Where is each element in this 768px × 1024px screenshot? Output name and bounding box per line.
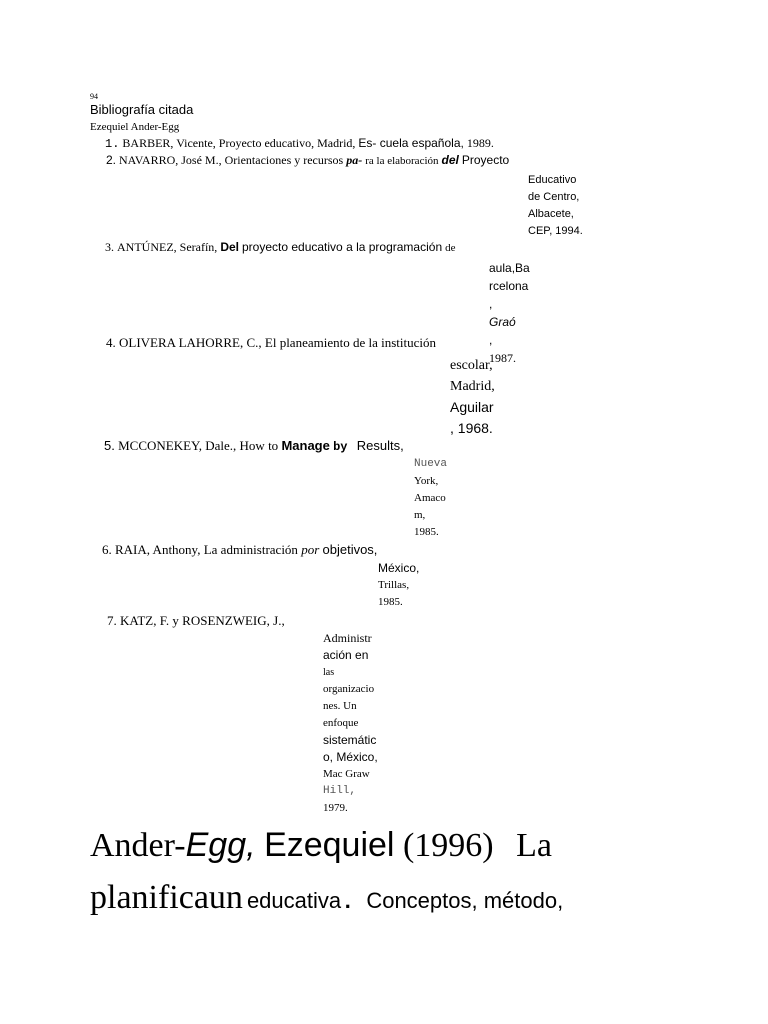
page-number: 94 (90, 92, 98, 101)
reference-2 (106, 153, 509, 168)
reference-text: Proyecto (461, 153, 510, 167)
reference-text: OLIVERA LAHORRE, C., El planeamiento de la institución (119, 335, 437, 350)
reference-7 (107, 613, 285, 629)
footer-text: planificaun (90, 879, 243, 916)
reference-line: organizacio (323, 683, 375, 695)
reference-number: 5. (104, 438, 115, 453)
footer-line-1 (90, 823, 552, 868)
reference-line: 1985. (378, 596, 403, 608)
reference-number: 2. (106, 153, 117, 167)
reference-line: Aguilar (450, 399, 494, 415)
reference-text: objetivos, (322, 542, 378, 557)
footer-text: Egg, (185, 826, 256, 864)
reference-line: Albacete, (528, 208, 574, 220)
reference-text: Results, (356, 438, 404, 453)
reference-line: CEP, 1994. (528, 225, 583, 237)
reference-line: o, México, (323, 750, 378, 764)
reference-number: 6. (102, 542, 112, 557)
reference-text: ra la elaboración (365, 155, 439, 167)
reference-text: NAVARRO, José M., Orientaciones y recursos (119, 153, 344, 167)
publisher: Graó (489, 315, 516, 329)
footer-text: Ander- (90, 827, 186, 864)
footer-text: Ezequiel (264, 826, 395, 864)
footer-text: La (516, 827, 552, 864)
reference-line: York, (414, 475, 439, 487)
reference-line: de Centro, (528, 191, 580, 203)
reference-text: MCCONEKEY, Dale., How to (118, 438, 279, 453)
reference-line: las (323, 667, 335, 678)
reference-line: escolar, (450, 358, 493, 373)
reference-line: Nueva (414, 458, 448, 470)
reference-line: México, (378, 561, 420, 575)
reference-text: por (301, 542, 320, 557)
reference-line: rcelona (489, 279, 529, 293)
reference-line: Trillas, (378, 579, 410, 591)
reference-text: BARBER, Vicente, Proyecto educativo, Madrid, (122, 136, 356, 150)
reference-1 (105, 136, 494, 151)
reference-text: Es- cuela española, (358, 136, 464, 150)
footer-year: (1996) (402, 827, 494, 864)
reference-text: del (441, 153, 459, 167)
author-line: Ezequiel Ander-Egg (90, 121, 180, 133)
reference-6 (102, 542, 377, 558)
footer-line-2 (90, 876, 563, 926)
reference-5 (104, 438, 404, 454)
reference-line: sistemátic (323, 733, 377, 747)
reference-line: , Graó , (489, 297, 516, 347)
bibliography-heading: Bibliografía citada (90, 102, 194, 117)
reference-line: Amaco (414, 492, 446, 504)
reference-year: 1989. (466, 136, 494, 150)
reference-line: Mac Graw (323, 768, 370, 780)
reference-text: Del (220, 240, 239, 254)
reference-line: Hill, (323, 785, 357, 797)
reference-2-wrapped (528, 172, 583, 240)
reference-text: pa- (346, 153, 363, 167)
footer-text: educativa (246, 888, 342, 913)
reference-number: 7. (107, 613, 117, 628)
reference-text: de (445, 242, 456, 254)
reference-text: RAIA, Anthony, La administración (115, 542, 298, 557)
reference-line: ación en (323, 648, 369, 662)
reference-line: Educativo (528, 174, 577, 186)
reference-line: Madrid, (450, 379, 495, 394)
reference-text: proyecto educativo a la programación (242, 240, 443, 254)
footer-text: . (341, 890, 355, 915)
reference-text: Manage (281, 438, 330, 453)
reference-3-wrapped (489, 259, 530, 367)
reference-text: by (333, 440, 348, 454)
reference-line: 1987. (489, 351, 516, 365)
reference-number: 3. (105, 240, 114, 254)
reference-4 (106, 335, 436, 351)
reference-line: 1979. (323, 802, 348, 814)
reference-line: , 1968. (450, 420, 493, 436)
reference-line: m, (414, 509, 426, 521)
reference-line: nes. Un (323, 700, 357, 712)
reference-7-wrapped (323, 630, 378, 817)
footer-text: Conceptos, método, (366, 888, 564, 913)
reference-number: 4. (106, 335, 116, 350)
reference-line: Administr (323, 631, 372, 645)
reference-number: 1. (105, 137, 120, 151)
reference-5-wrapped (414, 456, 447, 541)
reference-4-wrapped (450, 355, 495, 439)
reference-line: 1985. (414, 526, 439, 538)
reference-line: enfoque (323, 717, 359, 729)
reference-6-wrapped (378, 560, 419, 611)
reference-line: aula,Ba (489, 261, 530, 275)
reference-text: ANTÚNEZ, Serafín, (117, 240, 218, 254)
reference-text: KATZ, F. y ROSENZWEIG, J., (120, 613, 285, 628)
reference-3 (105, 240, 456, 255)
